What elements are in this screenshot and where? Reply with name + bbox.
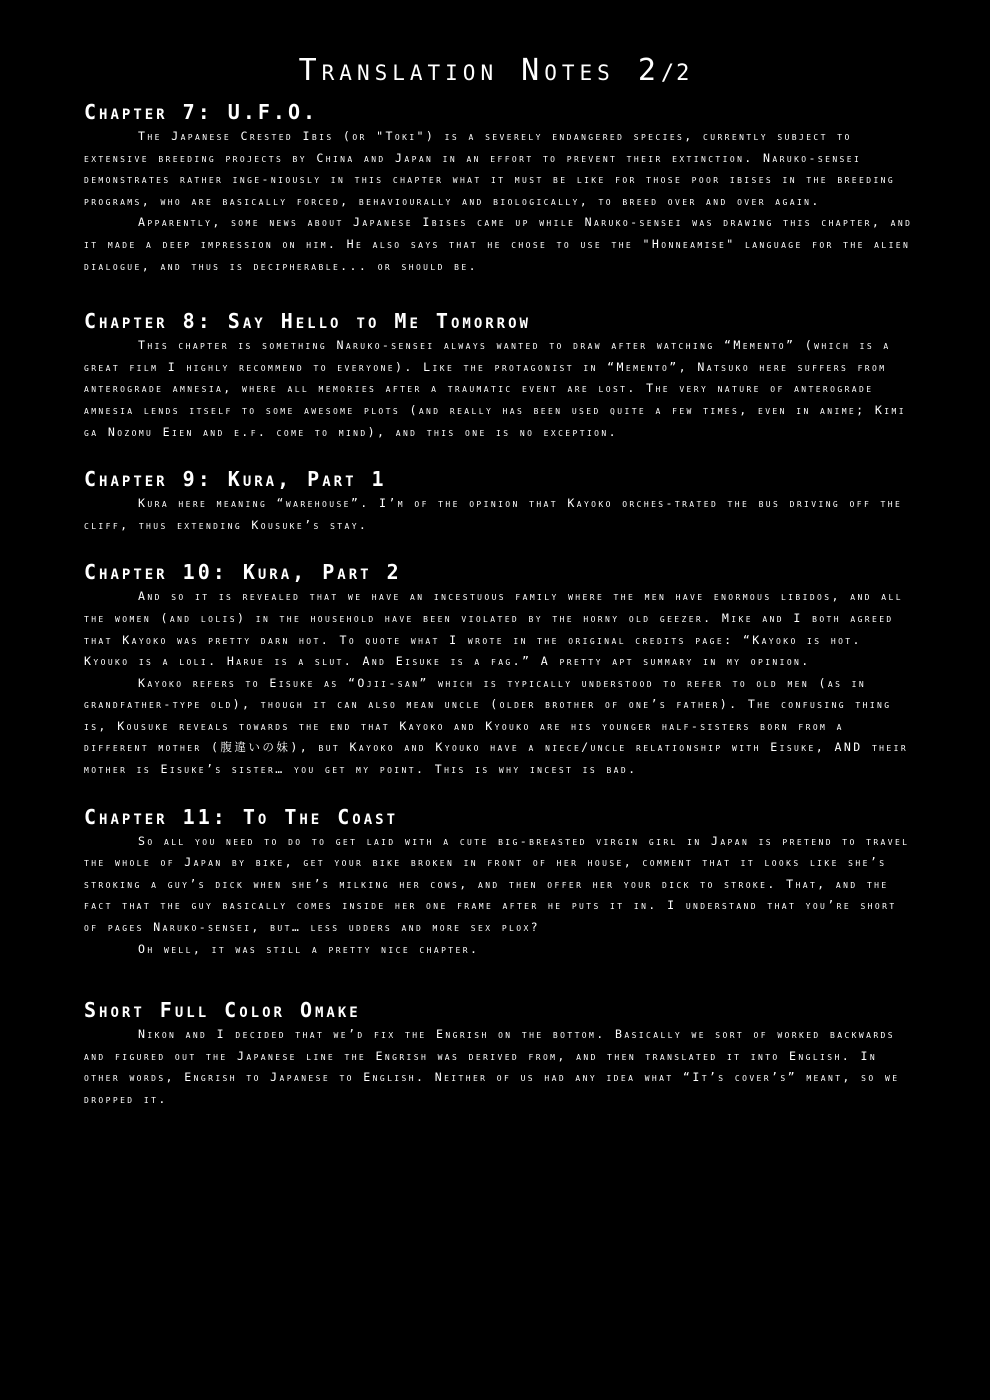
page-title-main: Translation Notes 2 [298,53,661,88]
section-heading: Chapter 7: U.F.O. [84,100,319,124]
section-paragraph: The Japanese Crested Ibis (or "Toki") is a severely endangered species, currently subject to extensive breeding projects by China and Japan in an effort to prevent their extinction. Naruko-sensei demonstrates rather inge-niously in this chapter what it must be like for those poor ibises in the breeding programs, who are basically forced, behaviourally and biologically, to breed over and over again. [84,129,896,208]
section-heading: Chapter 11: To The Coast [84,804,399,829]
section-spacer [84,443,914,465]
section-paragraph: Apparently, some news about Japanese Ibises came up while Naruko-sensei was drawing this chapter, and it made a deep impression on him. He also says that he chose to use the "Honneamise" language for the alien dialogue, and thus is decipherable... or should be. [84,215,913,273]
section-chapter-10 [84,558,914,780]
section-paragraph: Nikon and I decided that we’d fix the Engrish on the bottom. Basically we sort of worked backwards and figured out the Japanese line the Engrish was derived from, and then translated it into English. In other words, Engrish to Japanese to English. Neither of us had any idea what “It’s cover’s” meant, so we dropped it. [84,1027,900,1106]
notes-content [84,98,914,1111]
section-paragraph: So all you need to do to get laid with a cute big-breasted virgin girl in Japan is pretend to travel the whole of Japan by bike, get your bike broken in front of her house, comment that it looks like she’s stroking a guy’s dick when she’s milking her cows, and then offer her your dick to stroke. That, and the fact that the guy basically comes inside her one frame after he puts it in. I understand that you’re short of pages Naruko-sensei, but… less udders and more sex plox? [84,833,910,935]
section-heading: Chapter 9: Kura, Part 1 [84,467,387,492]
section-paragraph: This chapter is something Naruko-sensei always wanted to draw after watching “Memento” (which is a great film I highly recommend to everyone). Like the protagonist in “Memento”, Natsuko here suffers from anterograde amnesia, where all memories after a traumatic event are lost. The very nature of anterograde amnesia lends itself to some awesome plots (and really has been used quite a few times, even in anime; Kimi ga Nozomu Eien and e.f. come to mind), and this one is no exception. [84,338,906,439]
section-paragraph: Kura here meaning “warehouse”. I’m of the opinion that Kayoko orches-trated the bus driving off the cliff, thus extending Kousuke’s stay. [84,496,903,532]
section-chapter-7 [84,98,914,277]
section-paragraph: Oh well, it was still a pretty nice chapter. [138,941,480,956]
page-title-fraction: /2 [660,61,692,86]
section-heading: Chapter 10: Kura, Part 2 [84,560,402,585]
section-heading: Chapter 8: Say Hello to Me Tomorrow [84,309,531,334]
section-chapter-9 [84,465,914,536]
section-spacer [84,536,914,558]
section-spacer [84,277,914,307]
section-omake [84,996,914,1110]
section-heading: Short Full Color Omake [84,998,361,1023]
section-chapter-11 [84,803,914,961]
section-paragraph: Kayoko refers to Eisuke as “Ojii-san” which is typically understood to refer to old men (as in grandfather-type old), though it can also mean uncle (older brother of one’s father). The confusing thing is, Kousuke reveals towards the end that Kayoko and Kyouko are his younger half-sisters born from a different mother (腹違いの妹), but Kayoko and Kyouko have a niece/uncle relationship with Eisuke, AND their mother is Eisuke’s sister… you get my point. This is why incest is bad. [84,675,909,777]
section-spacer [84,781,914,803]
section-paragraph: And so it is revealed that we have an incestuous family where the men have enormous libidos, and all the women (and lolis) in the household have been violated by the horny old geezer. Mike and I both agreed that Kayoko was pretty darn hot. To quote what I wrote in the original credits page: “Kayoko is hot. Kyouko is a loli. Harue is a slut. And Eisuke is a fag.” A pretty apt summary in my opinion. [84,589,903,669]
section-spacer [84,960,914,996]
section-chapter-8 [84,307,914,443]
page-title [0,52,990,93]
